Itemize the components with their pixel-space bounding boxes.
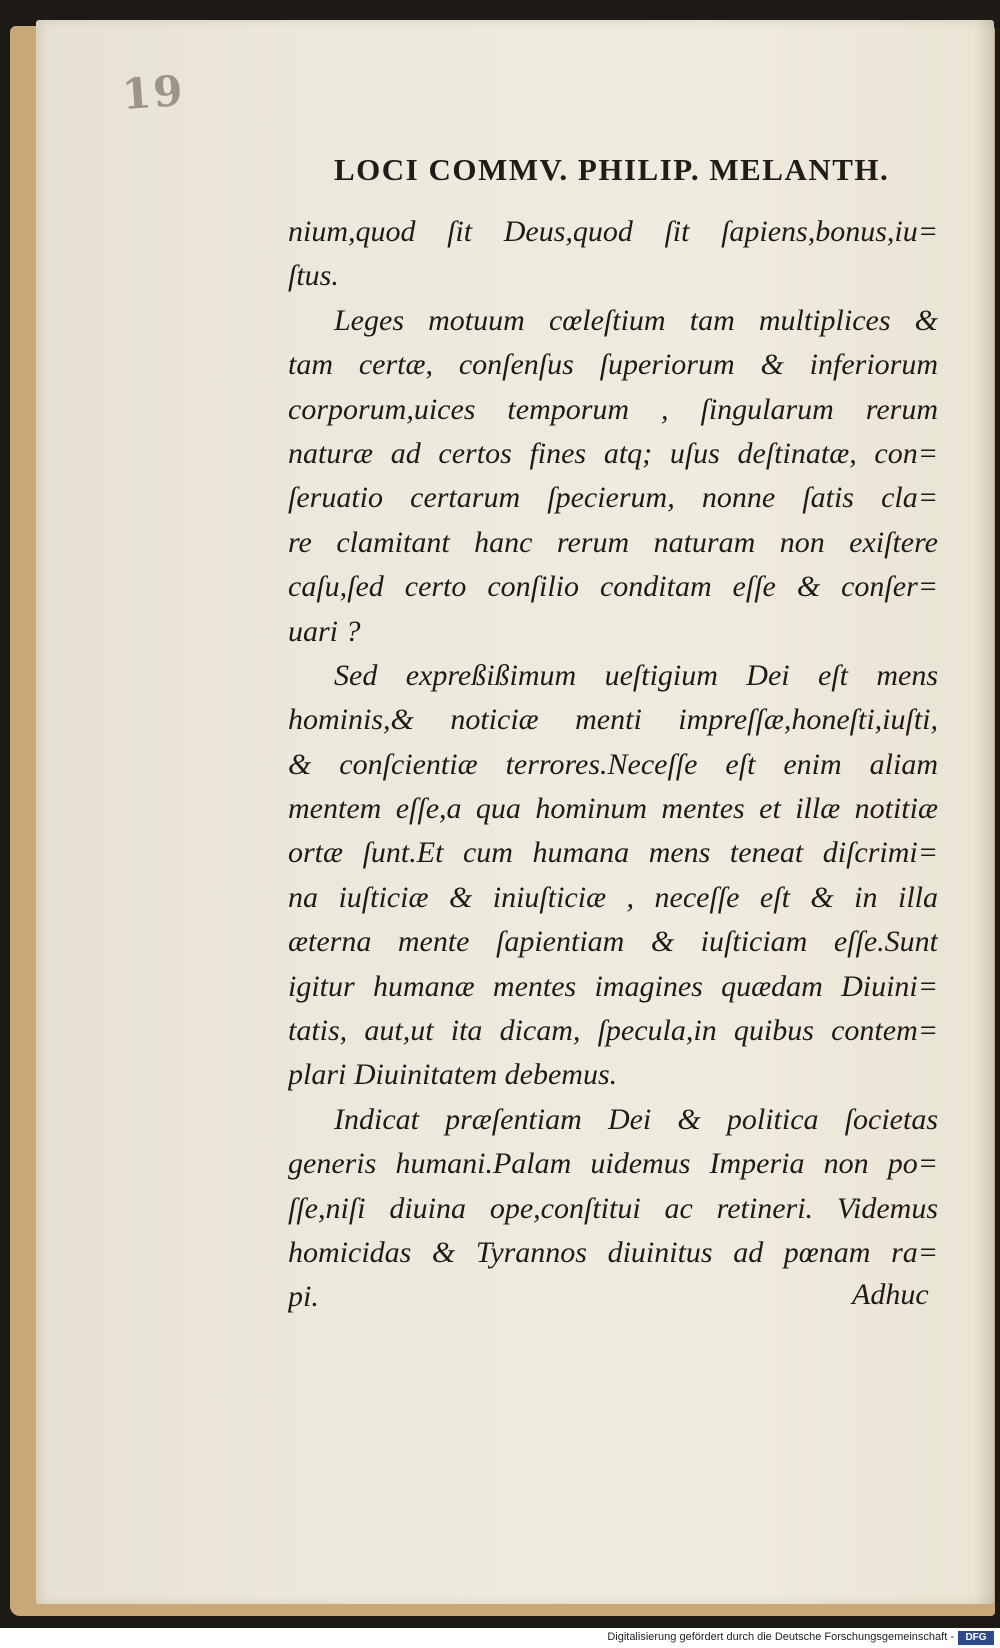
- text-line: Sed expreßißimum ueſtigium Dei eſt mens: [334, 658, 938, 692]
- text-line: & conſcientiæ terrores.Neceſſe eſt enim aliam: [288, 747, 938, 781]
- text-line: re clamitant hanc rerum naturam non exiſtere: [288, 525, 938, 559]
- text-line: homicidas & Tyrannos diuinitus ad pœnam ra=: [288, 1235, 938, 1269]
- text-line: tatis, aut,ut ita dicam, ſpecula,in quibus contem=: [288, 1014, 938, 1048]
- dfg-logo: DFG: [958, 1631, 994, 1645]
- text-line: ſſe,niſi diuina ope,conſtitui ac retineri. Videmus: [288, 1191, 938, 1225]
- text-line: caſu,ſed certo conſilio conditam eſſe & conſer=: [288, 570, 938, 604]
- folio-mark: 19: [120, 65, 187, 120]
- text-line: pi.: [288, 1280, 319, 1314]
- text-line: Indicat præſentiam Dei & politica ſocietas: [334, 1102, 938, 1136]
- text-line: Leges motuum cœleſtium tam multiplices &: [334, 303, 938, 337]
- text-line: generis humani.Palam uidemus Imperia non po=: [288, 1147, 938, 1181]
- text-line: tam certæ, conſenſus ſuperiorum & inferiorum: [288, 348, 938, 382]
- catchword: Adhuc: [852, 1278, 929, 1311]
- text-line: ſtus.: [288, 259, 339, 293]
- text-line: igitur humanæ mentes imagines quædam Diuini=: [288, 969, 938, 1003]
- text-line: mentem eſſe,a qua hominum mentes et illæ notitiæ: [288, 792, 938, 826]
- text-line: hominis,& noticiæ menti impreſſæ,honeſti,iuſti,: [288, 703, 938, 737]
- running-head: LOCI COMMV. PHILIP. MELANTH.: [334, 152, 890, 187]
- text-line: na iuſticiæ & iniuſticiæ , neceſſe eſt & in illa: [288, 880, 938, 914]
- text-line: naturæ ad certos fines atq; uſus deſtinatæ, con=: [288, 436, 938, 470]
- text-line: ſeruatio certarum ſpecierum, nonne ſatis cla=: [288, 481, 938, 515]
- text-line: ortæ ſunt.Et cum humana mens teneat diſcrimi=: [288, 836, 938, 870]
- body-text: [288, 210, 938, 1320]
- funding-note: Digitalisierung gefördert durch die Deutsche Forschungsgemeinschaft -: [607, 1631, 954, 1643]
- text-line: nium,quod ſit Deus,quod ſit ſapiens,bonus,iu=: [288, 215, 938, 248]
- text-line: æterna mente ſapientiam & iuſticiam eſſe.Sunt: [288, 925, 938, 959]
- text-line: plari Diuinitatem debemus.: [288, 1058, 618, 1092]
- text-line: corporum,uices temporum , ſingularum rerum: [288, 392, 938, 426]
- text-line: uari ?: [288, 614, 361, 648]
- footer-strip: [0, 1628, 1000, 1648]
